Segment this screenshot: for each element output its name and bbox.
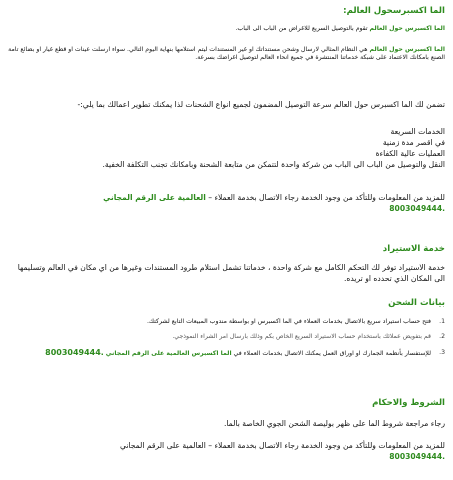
contact-text: للمزيد من المعلومات وللتأكد من وجود الخدمة رجاء الاتصال بخدمة العملاء –: [205, 193, 445, 202]
guarantee-item: في اقصر مدة زمنية: [382, 138, 445, 147]
list-number: 3.: [439, 349, 445, 356]
list-item-text: فتح حساب استيراد سريع بالاتصال بخدمات العملاء في الما اكسبرس او بواسطة مندوب المبيعات التابع لشركتك.: [146, 318, 431, 325]
phone-number: 8003049444.: [389, 204, 445, 213]
pickup-text: خدمة الاستيراد توفر لك التحكم الكامل مع شركة واحدة ، خدماتنا تشمل استلام طرود المستندات وغيرها من اي مكان في العالم وتسليمها الى المكان الذي تحدده او تريده.: [17, 263, 445, 283]
shipping-data-list: [8, 318, 445, 358]
guarantee-list: [8, 126, 445, 170]
phone-number: 8003049444.: [389, 452, 445, 461]
phone-number: 8003049444.: [45, 348, 104, 357]
terms-heading: الشروط والاحكام: [372, 398, 445, 408]
guarantee-item: العمليات عالية الكفاءة: [375, 149, 445, 158]
list-item: [8, 349, 445, 358]
contact-text: للمزيد من المعلومات وللتأكد من وجود الخدمة رجاء الاتصال بخدمة العملاء – العالمية على الرقم المجاني: [119, 441, 445, 450]
intro-paragraph-2: [8, 46, 445, 62]
guarantee-text: تضمن لك الما اكسبرس حول العالم سرعة التوصيل المضمون لجميع انواع الشحنات لذا يمكنك تطوير اعمالك بما يلي:-: [77, 100, 445, 109]
contact-block-1: [8, 192, 445, 214]
contact-block-2: [8, 440, 445, 462]
brand-name: الما اكسبرس حول العالم: [369, 25, 445, 32]
list-number: 1.: [439, 318, 445, 325]
list-item: [8, 333, 445, 341]
intro-heading: الما اكسبرسحول العالم:: [343, 6, 445, 16]
pickup-heading: خدمة الاستيراد: [382, 244, 445, 254]
intro-paragraph-2-text: هي النظام المثالي لارسال وشحن مستنداتك او غير المستندات ليتم استلامها بنهاية اليوم التالي. سواء ارسلت عينات او قطع غيار او بضائع تامة الصنع بامكانك الاعتماد على شبكة خدماتنا المنتشرة في جميع انحاء العالم لتوصيل اغراضك بسرعة.: [8, 46, 445, 61]
list-item: [8, 318, 445, 326]
list-item-text: قم بتفويض عملائك باستخدام حساب الاستيراد السريع الخاص بكم وذلك بارسال امر الشراء النموذجي.: [172, 333, 431, 340]
intro-paragraph-1-text: تقوم بالتوصيل السريع للاغراض من الباب الى الباب.: [235, 25, 370, 32]
intro-paragraph-1: [8, 25, 445, 33]
list-item-green-text: الما اكسبرس العالمية على الرقم المجاني: [105, 350, 232, 357]
list-number: 2.: [439, 333, 445, 340]
terms-text: رجاء مراجعة شروط الما على ظهر بوليصة الشحن الجوي الخاصة بالما.: [223, 419, 445, 428]
guarantee-item: الخدمات السريعة: [390, 127, 445, 136]
shipping-data-heading: بيانات الشحن: [388, 298, 445, 308]
list-item-text: للإستفسار بأنظمة الجمارك او اوراق العمل يمكنك الاتصال بخدمات العملاء في: [231, 350, 431, 357]
brand-name: الما اكسبرس حول العالم: [369, 46, 445, 53]
guarantee-item: النقل والتوصيل من الباب الى الباب من شركة واحدة لتتمكن من متابعة الشحنة وبامكانك تجنب التكلفة الخفية.: [102, 160, 445, 169]
contact-green-text: العالمية على الرقم المجاني: [103, 193, 206, 202]
